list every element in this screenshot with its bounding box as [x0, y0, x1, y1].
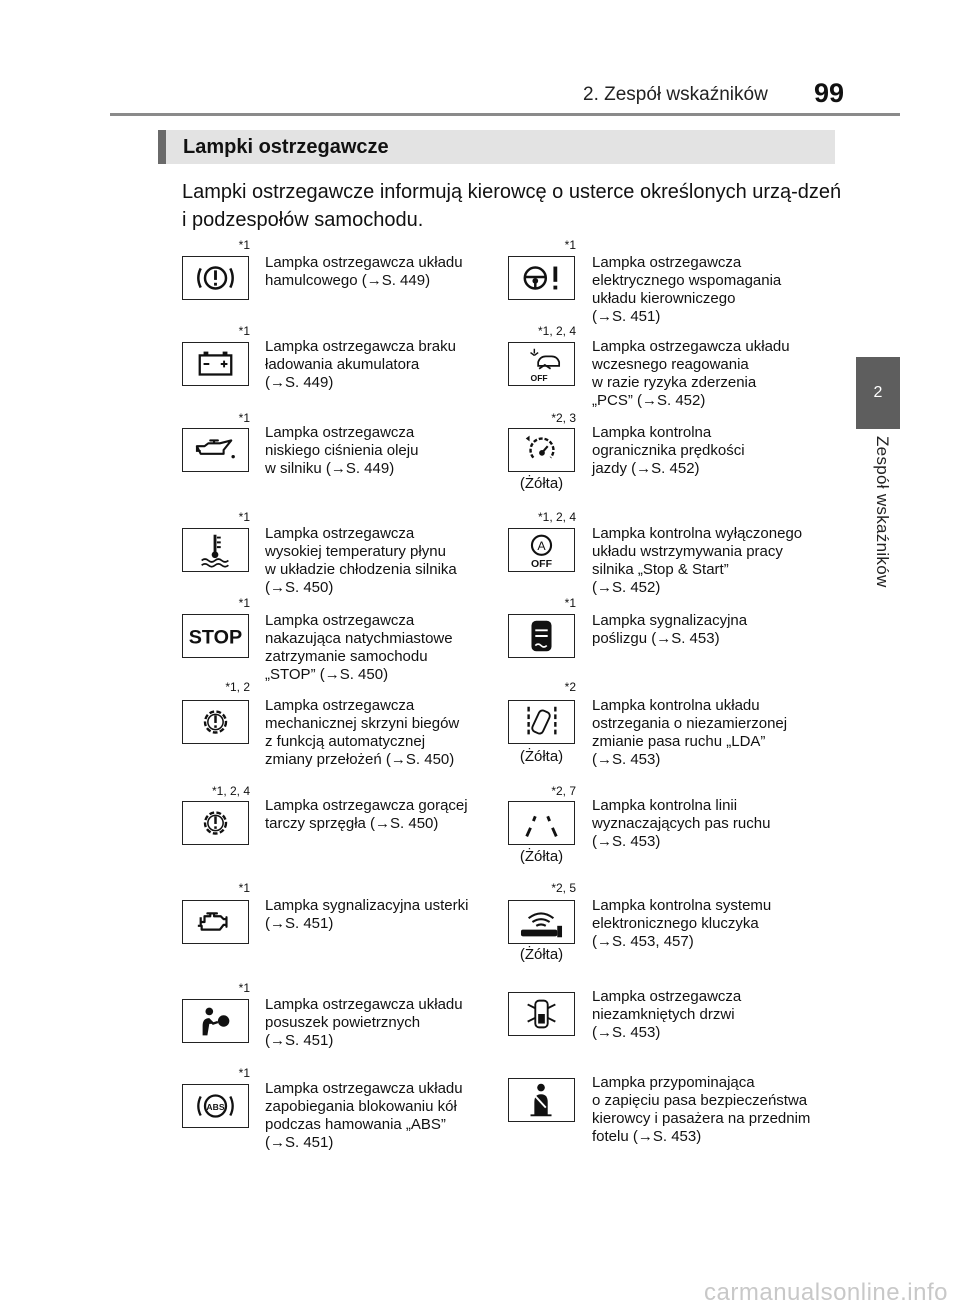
item-description: Lampka ostrzegawcza niskiego ciśnienia oleju w silniku (→S. 449): [265, 424, 419, 477]
svg-text:A: A: [537, 539, 546, 553]
section-title: Lampki ostrzegawcze: [183, 136, 389, 158]
item-description: Lampka kontrolna ogranicznika prędkości jazdy (→S. 452): [592, 424, 745, 477]
item-description: Lampka sygnalizacyjna poślizgu (→S. 453): [592, 612, 748, 647]
section-heading-bar: [158, 130, 835, 164]
item-description: Lampka przypominająca o zapięciu pasa bezpieczeństwa kierowcy i pasażera na przednim fotelu (→S. 453): [592, 1074, 811, 1145]
footnote-marker: *2, 7: [551, 784, 576, 798]
item-description: Lampka kontrolna wyłączonego układu wstrzymywania pracy silnika „Stop & Start” (→S. 452): [592, 525, 803, 596]
svg-text:OFF: OFF: [531, 558, 552, 571]
chapter-tab: 2: [856, 357, 900, 429]
item-description: Lampka ostrzegawcza gorącej tarczy sprzęgła (→S. 450): [265, 797, 468, 832]
speed-limiter-icon: [508, 428, 575, 472]
footnote-marker: *1, 2, 4: [537, 510, 576, 524]
footnote-marker: *1: [238, 411, 250, 425]
abs-icon: [182, 1084, 249, 1128]
footnote-marker: *1: [564, 238, 576, 252]
item-description: Lampka ostrzegawcza układu zapobiegania blokowaniu kół podczas hamowania „ABS” (→S. 451): [265, 1080, 463, 1151]
svg-text:ABS: ABS: [206, 1101, 225, 1112]
brake-warning-icon: [182, 256, 249, 300]
item-description: Lampka ostrzegawcza elektrycznego wspomagania układu kierowniczego (→S. 451): [592, 254, 782, 325]
footnote-marker: *1: [238, 510, 250, 524]
seatbelt-reminder-icon: [508, 1078, 575, 1122]
footnote-marker: *1: [238, 881, 250, 895]
item-description: Lampka kontrolna systemu elektronicznego kluczyka (→S. 453, 457): [592, 897, 772, 950]
section-accent: [158, 130, 166, 164]
lane-departure-icon: [508, 700, 575, 744]
footnote-marker: *2, 3: [551, 411, 576, 425]
color-note: (Żółta): [519, 748, 564, 765]
footnote-marker: *1: [238, 981, 250, 995]
clutch-gear-icon: [182, 801, 249, 845]
coolant-temperature-icon: [182, 528, 249, 572]
battery-icon: [182, 342, 249, 386]
stop-icon: [182, 614, 249, 658]
stop-start-off-icon: [508, 528, 575, 572]
item-description: Lampka ostrzegawcza układu hamulcowego (→S. 449): [265, 254, 463, 289]
item-description: Lampka ostrzegawcza wysokiej temperatury płynu w układzie chłodzenia silnika (→S. 450): [265, 525, 457, 596]
color-note: (Żółta): [519, 475, 564, 492]
footnote-marker: *1, 2, 4: [537, 324, 576, 338]
footnote-marker: *1: [564, 596, 576, 610]
header-divider: [110, 113, 900, 116]
footnote-marker: *2: [564, 680, 576, 694]
item-description: Lampka ostrzegawcza braku ładowania akumulatora (→S. 449): [265, 338, 456, 391]
item-description: Lampka ostrzegawcza układu wczesnego reagowania w razie ryzyka zderzenia „PCS” (→S. 452): [592, 338, 790, 409]
item-description: Lampka ostrzegawcza niezamkniętych drzwi (→S. 453): [592, 988, 742, 1041]
check-engine-icon: [182, 900, 249, 944]
chapter-side-label: Zespół wskaźników: [873, 436, 892, 588]
item-description: Lampka kontrolna linii wyznaczających pas ruchu (→S. 453): [592, 797, 771, 850]
slip-indicator-icon: [508, 614, 575, 658]
running-header-title: 2. Zespół wskaźników: [583, 84, 768, 105]
footnote-marker: *1: [238, 1066, 250, 1080]
transmission-gear-icon: [182, 700, 249, 744]
color-note: (Żółta): [519, 848, 564, 865]
svg-text:OFF: OFF: [530, 373, 548, 384]
footnote-marker: *1, 2: [225, 680, 250, 694]
door-open-icon: [508, 992, 575, 1036]
smart-key-icon: [508, 900, 575, 944]
item-description: Lampka kontrolna układu ostrzegania o niezamierzonej zmianie pasa ruchu „LDA” (→S. 453): [592, 697, 788, 768]
power-steering-icon: [508, 256, 575, 300]
footnote-marker: *1: [238, 238, 250, 252]
svg-text:STOP: STOP: [188, 627, 243, 649]
color-note: (Żółta): [519, 946, 564, 963]
footnote-marker: *1: [238, 596, 250, 610]
oil-pressure-icon: [182, 428, 249, 472]
pcs-off-icon: [508, 342, 575, 386]
item-description: Lampka ostrzegawcza układu posuszek powietrznych (→S. 451): [265, 996, 463, 1049]
item-description: Lampka ostrzegawcza mechanicznej skrzyni biegów z funkcją automatycznej zmiany przełożeń (→S. 450): [265, 697, 460, 768]
footnote-marker: *2, 5: [551, 881, 576, 895]
watermark: carmanualsonline.info: [704, 1279, 948, 1306]
airbag-icon: [182, 999, 249, 1043]
section-intro: Lampki ostrzegawcze informują kierowcę o usterce określonych urzą-dzeń i podzespołów samochodu.: [182, 181, 842, 231]
page-number: 99: [814, 78, 845, 108]
item-description: Lampka ostrzegawcza nakazująca natychmiastowe zatrzymanie samochodu „STOP” (→S. 450): [265, 612, 453, 683]
footnote-marker: *1, 2, 4: [211, 784, 250, 798]
item-description: Lampka sygnalizacyjna usterki (→S. 451): [265, 897, 469, 932]
footnote-marker: *1: [238, 324, 250, 338]
lane-lines-icon: [508, 801, 575, 845]
